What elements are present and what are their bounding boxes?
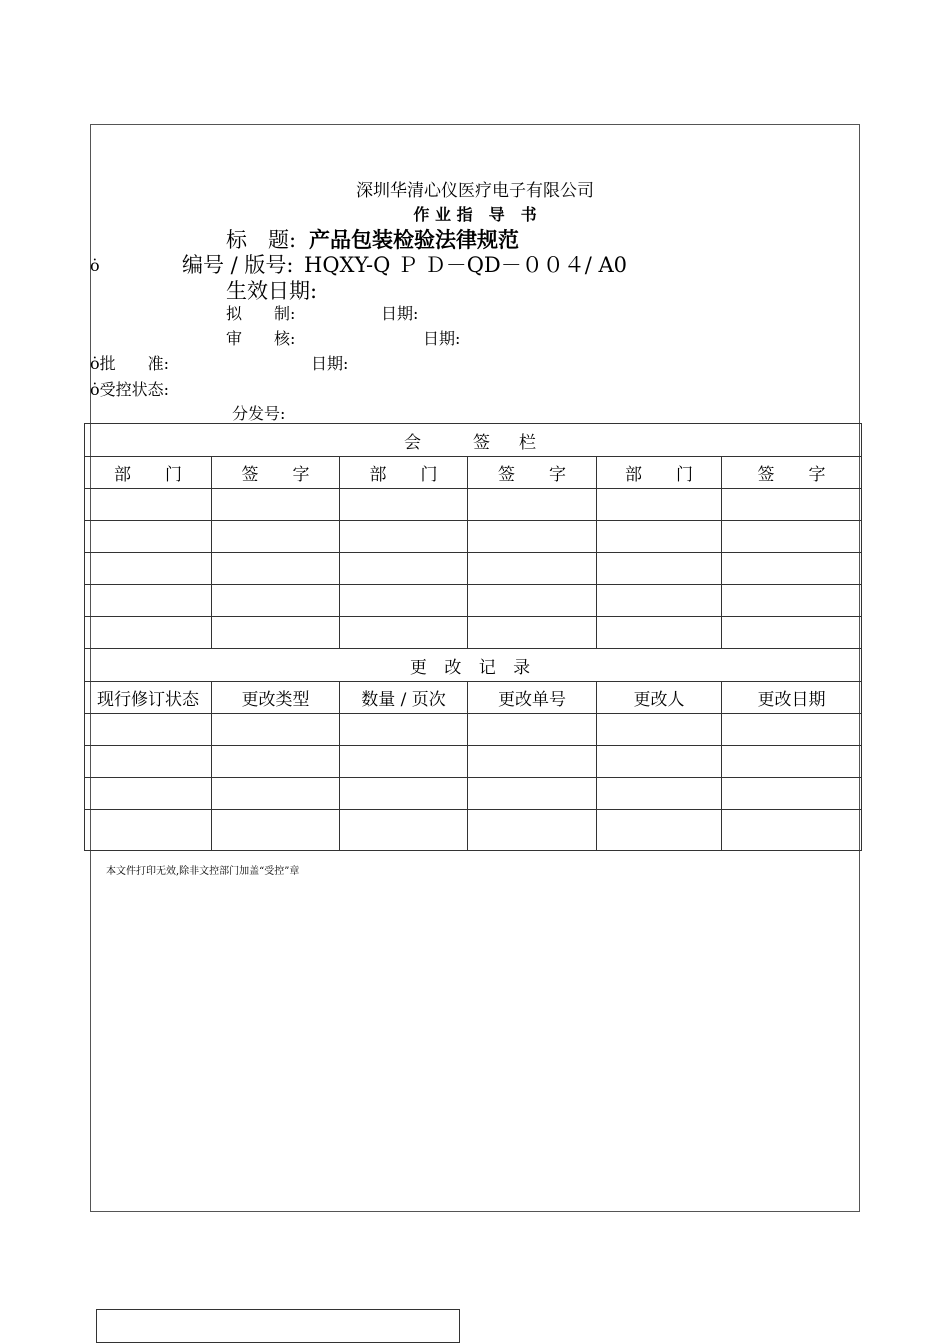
- changes-cell[interactable]: [597, 714, 722, 746]
- signoff-cell[interactable]: [597, 553, 722, 585]
- signoff-cell[interactable]: [468, 489, 597, 521]
- signoff-cell[interactable]: [212, 489, 340, 521]
- document-type-title: 作 业 指 导 书: [413, 205, 537, 224]
- changes-header-cell: 现行修订状态: [85, 682, 212, 714]
- signoff-cell[interactable]: [85, 521, 212, 553]
- signoff-cell[interactable]: [340, 553, 468, 585]
- code-mark: ȯ: [90, 256, 100, 275]
- effective-date-label: 生效日期:: [226, 279, 318, 303]
- approve-label: ȯ批 准:: [90, 354, 170, 373]
- changes-title: 更 改 记 录: [85, 649, 862, 682]
- title-label: 标 题:: [226, 228, 297, 252]
- signoff-cell[interactable]: [340, 489, 468, 521]
- signoff-cell[interactable]: [722, 489, 862, 521]
- changes-cell[interactable]: [468, 714, 597, 746]
- signoff-cell[interactable]: [597, 585, 722, 617]
- signoff-header-cell: 部 门: [340, 457, 468, 489]
- changes-cell[interactable]: [85, 746, 212, 778]
- changes-cell[interactable]: [340, 714, 468, 746]
- signoff-cell[interactable]: [722, 553, 862, 585]
- table-row: [85, 617, 862, 649]
- changes-cell[interactable]: [212, 810, 340, 851]
- signoff-cell[interactable]: [597, 489, 722, 521]
- signoff-cell[interactable]: [85, 489, 212, 521]
- signoff-cell[interactable]: [212, 617, 340, 649]
- signoff-cell[interactable]: [722, 585, 862, 617]
- signoff-header-cell: 签 字: [468, 457, 597, 489]
- changes-header-cell: 数量 / 页次: [340, 682, 468, 714]
- changes-header-row: [85, 682, 862, 714]
- control-status-label: ȯ受控状态:: [90, 380, 170, 399]
- signoff-cell[interactable]: [468, 521, 597, 553]
- changes-cell[interactable]: [212, 778, 340, 810]
- signoff-header-cell: 部 门: [597, 457, 722, 489]
- signoff-cell[interactable]: [340, 521, 468, 553]
- code-value: HQXY-Q Ｐ Ｄ－QD－００４/ A0: [304, 253, 628, 277]
- changes-cell[interactable]: [597, 746, 722, 778]
- changes-cell[interactable]: [597, 810, 722, 851]
- changes-cell[interactable]: [85, 714, 212, 746]
- signoff-header-row: [85, 457, 862, 489]
- table-row: [85, 585, 862, 617]
- table-row: [85, 553, 862, 585]
- review-date-label: 日期:: [423, 329, 461, 348]
- changes-header-cell: 更改人: [597, 682, 722, 714]
- changes-header-cell: 更改单号: [468, 682, 597, 714]
- table-row: [85, 810, 862, 851]
- signoff-cell[interactable]: [468, 617, 597, 649]
- signoff-section: [85, 424, 862, 649]
- table-row: [85, 489, 862, 521]
- signoff-cell[interactable]: [340, 585, 468, 617]
- changes-cell[interactable]: [85, 810, 212, 851]
- table-row: [85, 521, 862, 553]
- changes-cell[interactable]: [468, 778, 597, 810]
- company-name: 深圳华清心仪医疗电子有限公司: [356, 181, 594, 201]
- signoff-cell[interactable]: [85, 617, 212, 649]
- changes-cell[interactable]: [722, 810, 862, 851]
- signoff-cell[interactable]: [468, 585, 597, 617]
- code-label: 编号 / 版号:: [182, 253, 294, 277]
- distribution-label: 分发号:: [232, 404, 286, 423]
- changes-cell[interactable]: [340, 778, 468, 810]
- table-row: [85, 714, 862, 746]
- changes-cell[interactable]: [468, 810, 597, 851]
- signoff-cell[interactable]: [212, 585, 340, 617]
- changes-header-cell: 更改类型: [212, 682, 340, 714]
- changes-cell[interactable]: [722, 746, 862, 778]
- footer-note: 本文件打印无效,除非文控部门加盖“受控”章: [106, 866, 300, 877]
- changes-header-cell: 更改日期: [722, 682, 862, 714]
- changes-cell[interactable]: [468, 746, 597, 778]
- signoff-cell[interactable]: [468, 553, 597, 585]
- approve-date-label: 日期:: [311, 354, 349, 373]
- changes-cell[interactable]: [722, 778, 862, 810]
- signoff-header-cell: 签 字: [722, 457, 862, 489]
- draft-label: 拟 制:: [226, 304, 296, 323]
- stamp-box: [96, 1309, 460, 1343]
- changes-cell[interactable]: [722, 714, 862, 746]
- signoff-header-cell: 部 门: [85, 457, 212, 489]
- signoff-title: 会 签 栏: [85, 424, 862, 457]
- signoff-cell[interactable]: [597, 521, 722, 553]
- review-label: 审 核:: [226, 329, 296, 348]
- record-table: [84, 423, 862, 851]
- changes-cell[interactable]: [212, 746, 340, 778]
- signoff-header-cell: 签 字: [212, 457, 340, 489]
- signoff-cell[interactable]: [340, 617, 468, 649]
- signoff-cell[interactable]: [597, 617, 722, 649]
- changes-cell[interactable]: [85, 778, 212, 810]
- changes-section: [85, 649, 862, 851]
- signoff-cell[interactable]: [212, 521, 340, 553]
- changes-cell[interactable]: [597, 778, 722, 810]
- table-row: [85, 746, 862, 778]
- signoff-cell[interactable]: [722, 521, 862, 553]
- changes-cell[interactable]: [340, 810, 468, 851]
- table-row: [85, 778, 862, 810]
- changes-cell[interactable]: [340, 746, 468, 778]
- changes-cell[interactable]: [212, 714, 340, 746]
- signoff-cell[interactable]: [85, 553, 212, 585]
- signoff-cell[interactable]: [722, 617, 862, 649]
- draft-date-label: 日期:: [381, 304, 419, 323]
- signoff-cell[interactable]: [85, 585, 212, 617]
- signoff-cell[interactable]: [212, 553, 340, 585]
- title-value: 产品包装检验法律规范: [309, 228, 519, 252]
